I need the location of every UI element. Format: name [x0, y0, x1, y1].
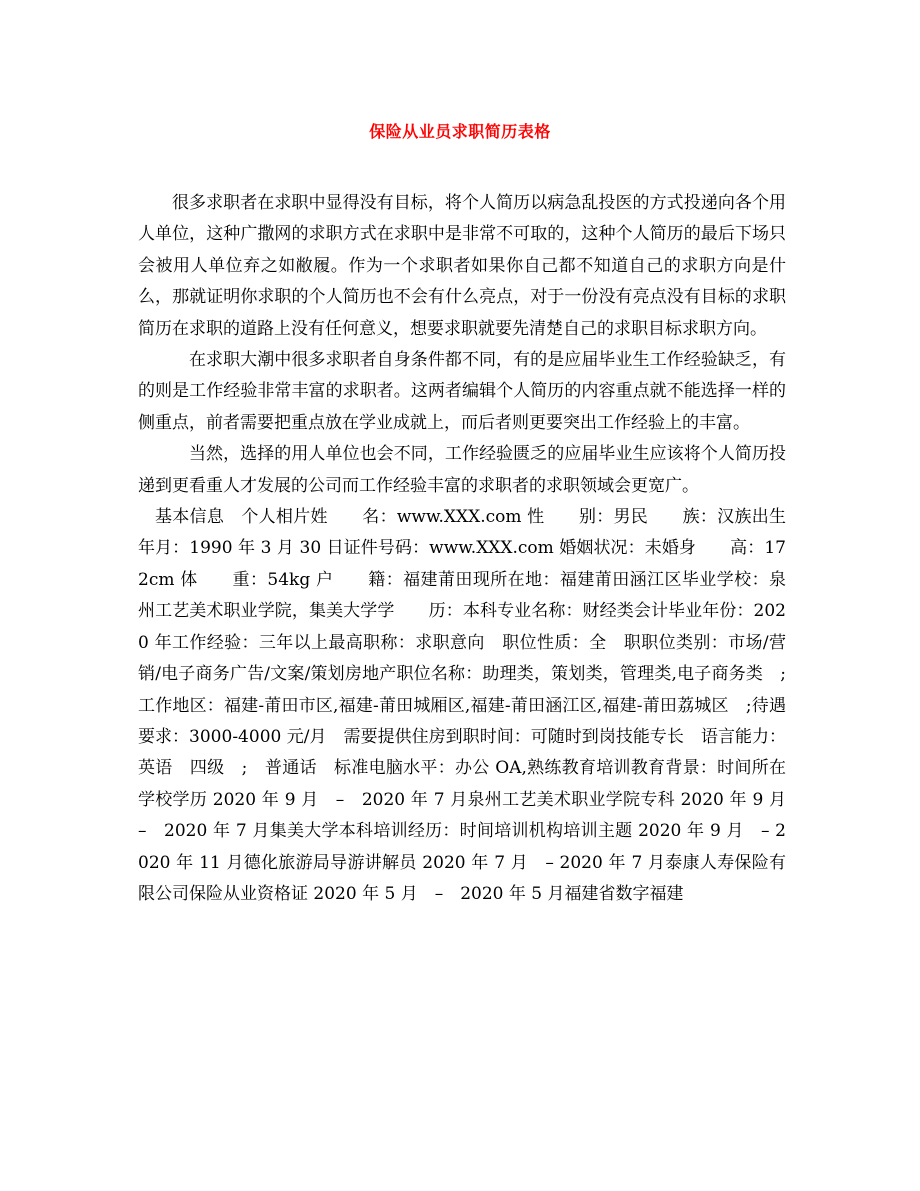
paragraph-job-seekers: 在求职大潮中很多求职者自身条件都不同，有的是应届毕业生工作经验缺乏，有的则是工作经验非常丰富的求职者。这两者编辑个人简历的内容重点就不能选择一样的侧重点，前者需要把重点放在学业成就上，而后者则更要突出工作经验上的丰富。 [138, 350, 786, 433]
document-title: 保险从业员求职简历表格 [369, 122, 551, 141]
paragraph-resume-details: 基本信息 个人相片姓 名：www.XXX.com 性 别：男民 族：汉族出生年月：1990 年 3 月 30 日证件号码：www.XXX.com 婚姻状况：未婚身 高：172cm 体 重：54kg 户 籍：福建莆田现所在地：福建莆田涵江区毕业学校：泉州工艺美术职业学院，集美大学学 历：本科专业名称：财经类会计毕业年份：2020 年工作经验：三年以上最高职称：求职意向 职位性质：全 职职位类别：市场/营销/电子商务广告/文案/策划房地产职位名称：助理类，策划类，管理类,电子商务类 ;工作地区：福建-莆田市区,福建-莆田城厢区,福建-莆田涵江区,福建-莆田荔城区 ;待遇要求：3000-4000 元/月 需要提供住房到职时间：可随时到岗技能专长 语言能力：英语 四级 ; 普通话 标准电脑水平：办公 OA,熟练教育培训教育背景：时间所在学校学历 2020 年 9 月 – 2020 年 7 月泉州工艺美术职业学院专科 2020 年 9 月 – 2020 年 7 月集美大学本科培训经历：时间培训机构培训主题 2020 年 9 月 – 2020 年 11 月德化旅游局导游讲解员 2020 年 7 月 – 2020 年 7 月泰康人寿保险有限公司保险从业资格证 2020 年 5 月 – 2020 年 5 月福建省数字福建 [138, 507, 803, 904]
paragraph-intro: 很多求职者在求职中显得没有目标，将个人简历以病急乱投医的方式投递向各个用人单位，这种广撒网的求职方式在求职中是非常不可取的，这种个人简历的最后下场只会被用人单位弃之如敝履。作为一个求职者如果你自己都不知道自己的求职方向是什么，那就证明你求职的个人简历也不会有什么亮点，对于一份没有亮点没有目标的求职简历在求职的道路上没有任何意义，想要求职就要先清楚自己的求职目标求职方向。 [138, 193, 786, 339]
paragraph-employers: 当然，选择的用人单位也会不同，工作经验匮乏的应届毕业生应该将个人简历投递到更看重人才发展的公司而工作经验丰富的求职者的求职领域会更宽广。 [138, 444, 786, 496]
document-body [138, 188, 803, 910]
